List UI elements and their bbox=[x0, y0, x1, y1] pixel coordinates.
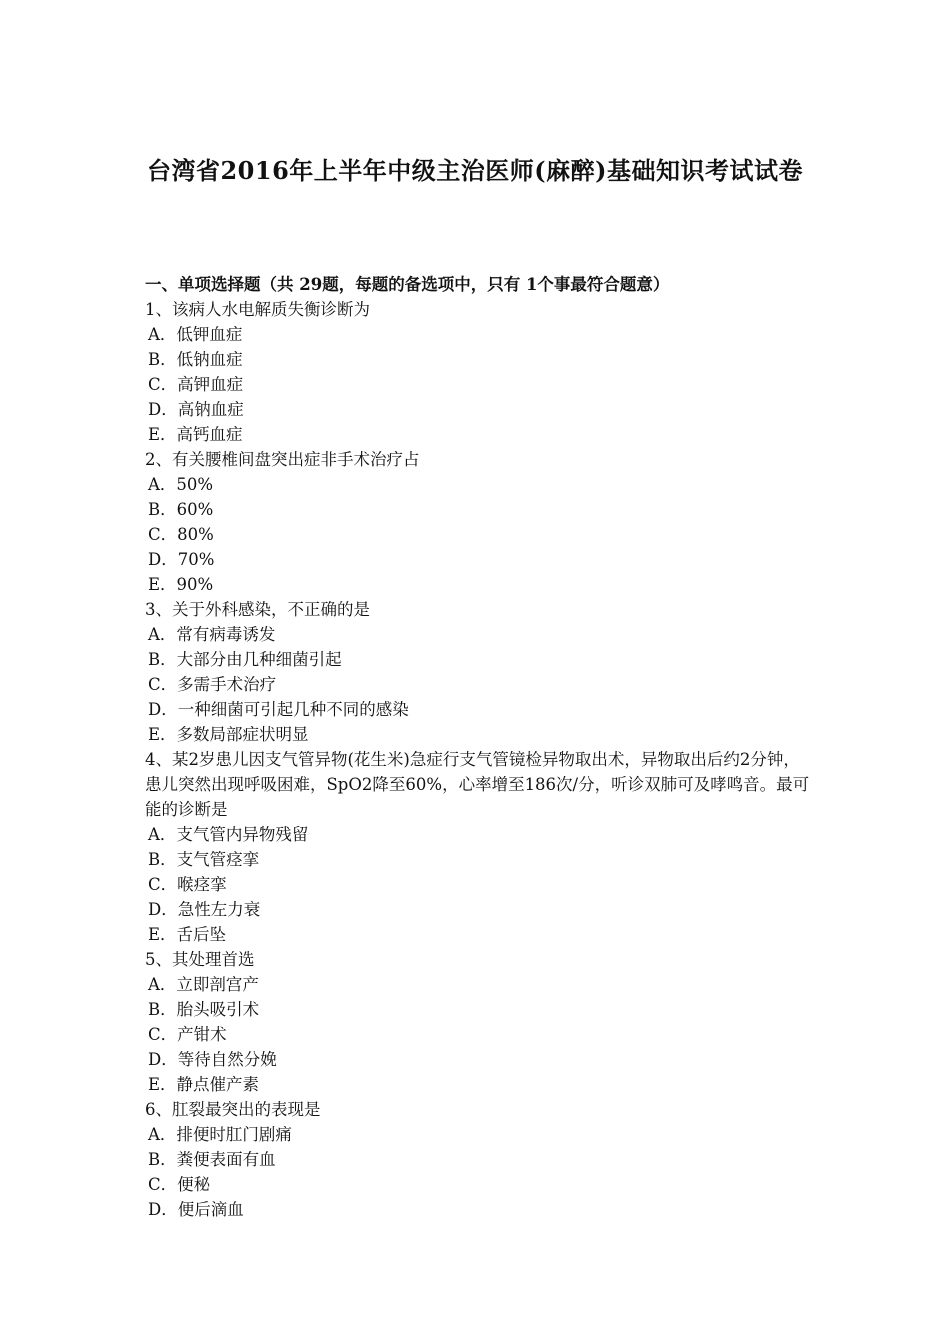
option-e: E．90% bbox=[148, 575, 214, 594]
option-d: D．一种细菌可引起几种不同的感染 bbox=[148, 700, 409, 719]
question-stem: 3、关于外科感染，不正确的是 bbox=[145, 600, 370, 619]
option-b: B．粪便表面有血 bbox=[148, 1150, 276, 1169]
section-heading: 一、单项选择题（共 29题，每题的备选项中，只有 1个事最符合题意） bbox=[145, 275, 670, 294]
option-a: A．排便时肛门剧痛 bbox=[148, 1125, 292, 1144]
question-stem: 1、该病人水电解质失衡诊断为 bbox=[145, 300, 370, 319]
question-stem: 2、有关腰椎间盘突出症非手术治疗占 bbox=[145, 450, 420, 469]
option-d: D．高钠血症 bbox=[148, 400, 244, 419]
option-a: A．立即剖宫产 bbox=[148, 975, 259, 994]
option-d: D．70% bbox=[148, 550, 215, 569]
option-e: E．高钙血症 bbox=[148, 425, 243, 444]
option-a: A．低钾血症 bbox=[148, 325, 243, 344]
option-b: B．大部分由几种细菌引起 bbox=[148, 650, 342, 669]
question-3 bbox=[145, 597, 810, 747]
option-c: C．喉痉挛 bbox=[148, 875, 227, 894]
option-b: B．低钠血症 bbox=[148, 350, 243, 369]
option-b: B．胎头吸引术 bbox=[148, 1000, 260, 1019]
option-d: D．等待自然分娩 bbox=[148, 1050, 277, 1069]
option-a: A．支气管内异物残留 bbox=[148, 825, 309, 844]
question-6 bbox=[145, 1097, 810, 1222]
option-e: E．舌后坠 bbox=[148, 925, 227, 944]
option-c: C．便秘 bbox=[148, 1175, 211, 1194]
option-e: E．多数局部症状明显 bbox=[148, 725, 309, 744]
question-1 bbox=[145, 297, 810, 447]
option-c: C．多需手术治疗 bbox=[148, 675, 277, 694]
question-2 bbox=[145, 447, 810, 597]
question-4 bbox=[145, 747, 810, 947]
exam-content bbox=[145, 272, 810, 1222]
option-c: C．产钳术 bbox=[148, 1025, 227, 1044]
option-b: B．60% bbox=[148, 500, 214, 519]
option-e: E．静点催产素 bbox=[148, 1075, 260, 1094]
option-b: B．支气管痉挛 bbox=[148, 850, 260, 869]
option-a: A．50% bbox=[148, 475, 214, 494]
option-c: C．高钾血症 bbox=[148, 375, 244, 394]
question-stem: 4、某2岁患儿因支气管异物(花生米)急症行支气管镜检异物取出术，异物取出后约2分钟，患儿突然出现呼吸困难，SpO2降至60%，心率增至186次/分，听诊双肺可及哮鸣音。最可能的诊断是 bbox=[145, 750, 810, 819]
option-d: D．便后滴血 bbox=[148, 1200, 244, 1219]
option-a: A．常有病毒诱发 bbox=[148, 625, 276, 644]
option-c: C．80% bbox=[148, 525, 214, 544]
question-stem: 5、其处理首选 bbox=[145, 950, 255, 969]
document-title: 台湾省2016年上半年中级主治医师(麻醉)基础知识考试试卷 bbox=[146, 156, 803, 185]
question-5 bbox=[145, 947, 810, 1097]
option-d: D．急性左力衰 bbox=[148, 900, 261, 919]
question-stem: 6、肛裂最突出的表现是 bbox=[145, 1100, 321, 1119]
